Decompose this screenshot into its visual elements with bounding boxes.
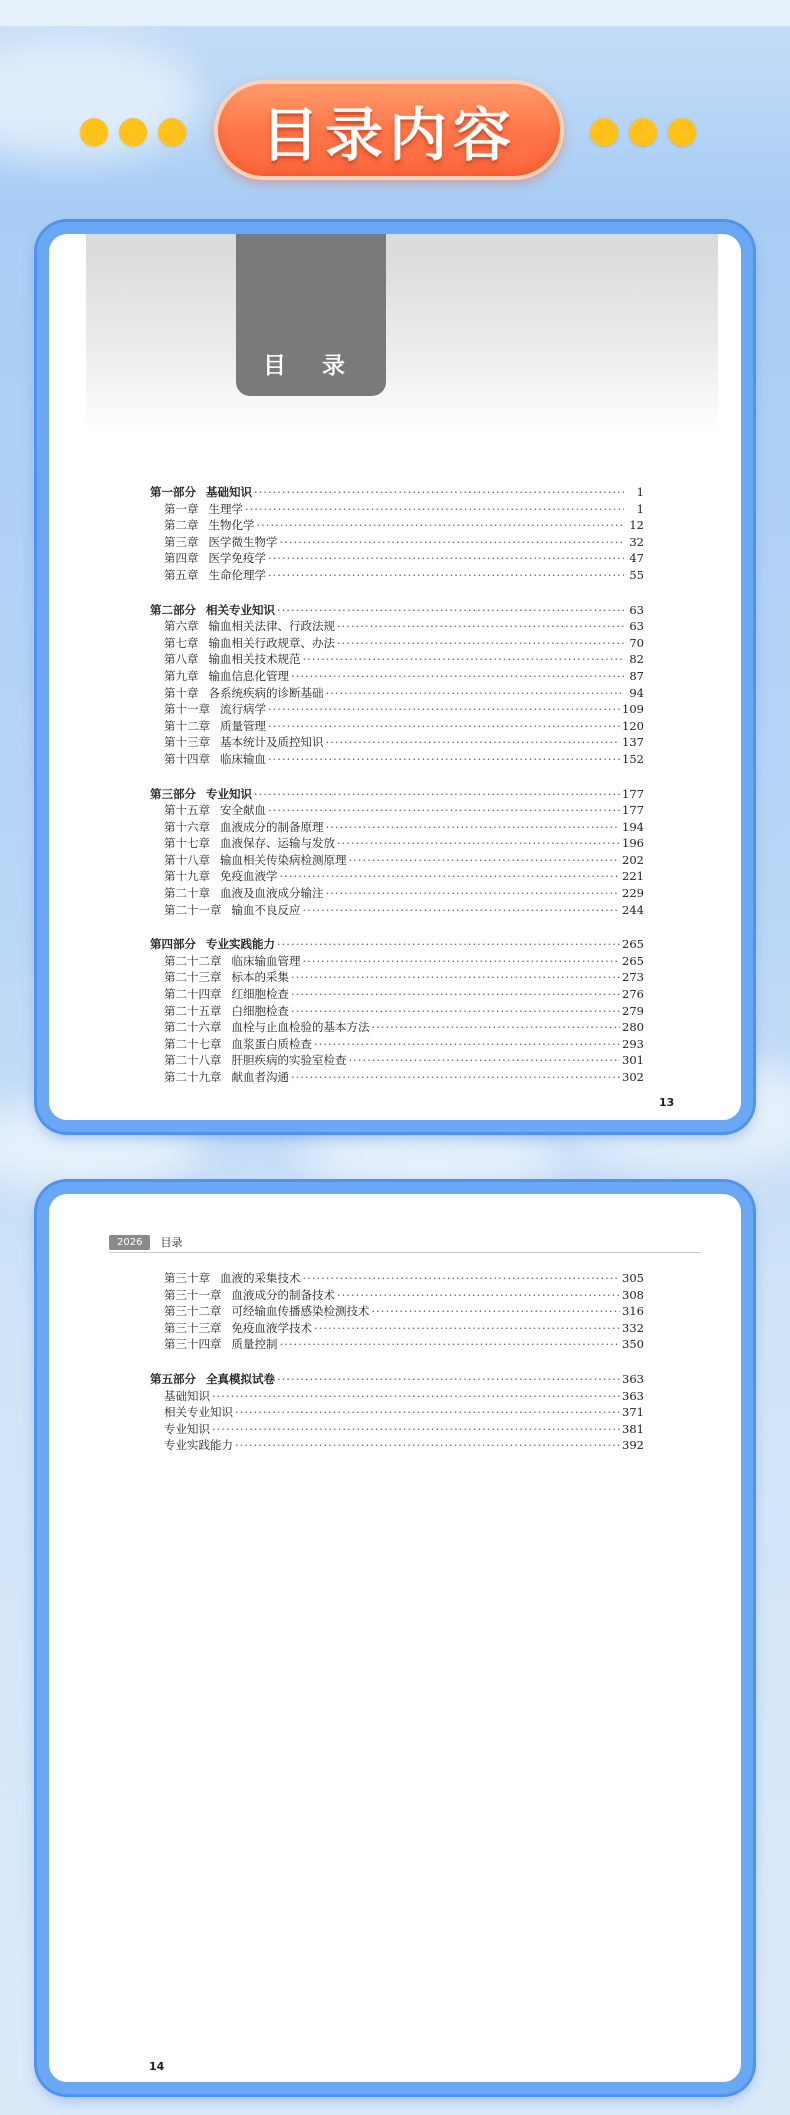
toc-chapter-row bbox=[150, 1421, 644, 1438]
toc-part-row bbox=[150, 786, 644, 803]
dot-leader bbox=[235, 1437, 620, 1454]
dot-leader bbox=[291, 969, 620, 986]
toc-chapter-row bbox=[150, 986, 644, 1003]
dot-leader bbox=[326, 734, 621, 751]
toc-gap bbox=[150, 1353, 644, 1371]
toc-chapter-row bbox=[150, 953, 644, 970]
toc-chapter-row bbox=[150, 751, 644, 768]
toc-page-13 bbox=[37, 222, 753, 1132]
toc-page-number: 244 bbox=[622, 902, 644, 917]
dot-leader bbox=[291, 668, 624, 685]
toc-chapter-row bbox=[150, 1036, 644, 1053]
dot-leader bbox=[268, 718, 620, 735]
toc-entry-title: 临床输血 bbox=[220, 751, 266, 766]
toc-entry-title: 医学微生物学 bbox=[208, 534, 278, 549]
banner-header bbox=[0, 80, 790, 184]
title-pill bbox=[214, 80, 564, 180]
toc-entry-title: 免疫血液学 bbox=[220, 869, 278, 884]
toc-entry-title: 可经输血传播感染检测技术 bbox=[231, 1304, 370, 1319]
dot-leader bbox=[280, 534, 625, 551]
dot-leader bbox=[280, 868, 621, 885]
dot-icon bbox=[158, 118, 186, 146]
toc-chapter-number: 第十六章 bbox=[164, 819, 210, 834]
dot-leader bbox=[268, 567, 624, 584]
toc-page-number: 1 bbox=[636, 501, 644, 516]
dot-leader bbox=[257, 517, 625, 534]
toc-entry-title: 专业实践能力 bbox=[164, 1438, 233, 1453]
toc-part-row bbox=[150, 484, 644, 501]
toc-entry-title: 生物化学 bbox=[208, 518, 255, 533]
toc-chapter-number: 第五部分 bbox=[150, 1371, 196, 1386]
dot-leader bbox=[235, 1404, 620, 1421]
toc-entry-title: 流行病学 bbox=[220, 702, 266, 717]
toc-chapter-row bbox=[150, 685, 644, 702]
dot-leader bbox=[212, 1421, 620, 1438]
toc-page-14 bbox=[37, 1182, 753, 2094]
toc-chapter-row bbox=[150, 1336, 644, 1353]
toc-chapter-number: 第一章 bbox=[164, 501, 199, 516]
toc-entry-title: 免疫血液学技术 bbox=[231, 1320, 312, 1335]
toc-chapter-number: 第三十二章 bbox=[164, 1304, 222, 1319]
toc-chapter-row bbox=[150, 1320, 644, 1337]
toc-entry-title: 生命伦理学 bbox=[208, 567, 266, 582]
toc-entry-title: 相关专业知识 bbox=[164, 1405, 233, 1420]
dot-leader bbox=[303, 953, 621, 970]
toc-page-number: 350 bbox=[622, 1337, 644, 1352]
toc-chapter-number: 第二十四章 bbox=[164, 987, 222, 1002]
dot-leader bbox=[372, 1019, 621, 1036]
toc-page-number: 63 bbox=[629, 619, 644, 634]
toc-chapter-row bbox=[150, 501, 644, 518]
toc-chapter-row bbox=[150, 517, 644, 534]
toc-entry-title: 输血信息化管理 bbox=[208, 668, 289, 683]
toc-page-number: 120 bbox=[622, 718, 644, 733]
toc-page-number: 381 bbox=[622, 1421, 644, 1436]
toc-list bbox=[150, 484, 644, 1086]
dot-leader bbox=[268, 802, 620, 819]
toc-page-number: 273 bbox=[622, 970, 644, 985]
running-head-label: 目录 bbox=[160, 1236, 183, 1249]
toc-gap bbox=[150, 918, 644, 936]
toc-entry-title: 血液及血液成分输注 bbox=[220, 886, 324, 901]
toc-chapter-row bbox=[150, 550, 644, 567]
toc-chapter-number: 第十章 bbox=[164, 685, 199, 700]
toc-page-number: 293 bbox=[622, 1036, 644, 1051]
toc-entry-title: 基本统计及质控知识 bbox=[220, 735, 324, 750]
dot-leader bbox=[212, 1388, 620, 1405]
toc-entry-title: 血液保存、运输与发放 bbox=[220, 836, 335, 851]
toc-chapter-number: 第九章 bbox=[164, 668, 199, 683]
toc-chapter-number: 第八章 bbox=[164, 652, 199, 667]
page-number: 14 bbox=[149, 2060, 165, 2073]
toc-chapter-row bbox=[150, 902, 644, 919]
toc-chapter-row bbox=[150, 668, 644, 685]
page-header-band bbox=[86, 234, 718, 434]
toc-page-number: 279 bbox=[622, 1003, 644, 1018]
toc-entry-title: 临床输血管理 bbox=[231, 953, 301, 968]
toc-chapter-row bbox=[150, 567, 644, 584]
toc-chapter-row bbox=[150, 1303, 644, 1320]
toc-page-number: 221 bbox=[622, 869, 644, 884]
running-head-rule bbox=[109, 1252, 701, 1253]
toc-entry-title: 生理学 bbox=[208, 501, 243, 516]
toc-list bbox=[150, 1270, 644, 1454]
toc-chapter-row bbox=[150, 1437, 644, 1454]
toc-chapter-number: 第六章 bbox=[164, 619, 199, 634]
toc-page-number: 265 bbox=[622, 937, 644, 952]
toc-entry-title: 血浆蛋白质检查 bbox=[231, 1036, 312, 1051]
toc-entry-title: 相关专业知识 bbox=[206, 602, 275, 617]
toc-page-number: 202 bbox=[622, 852, 644, 867]
dot-leader bbox=[349, 852, 621, 869]
toc-chapter-number: 第二十六章 bbox=[164, 1020, 222, 1035]
dot-leader bbox=[254, 484, 624, 501]
toc-page-number: 305 bbox=[622, 1271, 644, 1285]
toc-page-number: 194 bbox=[622, 819, 644, 834]
dot-leader bbox=[277, 602, 624, 619]
toc-entry-title: 输血相关行政规章、办法 bbox=[208, 635, 335, 650]
toc-chapter-number: 第三十一章 bbox=[164, 1287, 222, 1302]
toc-entry-title: 医学免疫学 bbox=[208, 551, 266, 566]
toc-page-number: 109 bbox=[622, 702, 644, 717]
dot-leader bbox=[349, 1052, 621, 1069]
dot-leader bbox=[372, 1303, 621, 1320]
dot-leader bbox=[337, 835, 620, 852]
toc-page-number: 137 bbox=[622, 735, 644, 750]
toc-page-number: 332 bbox=[622, 1320, 644, 1335]
toc-chapter-row bbox=[150, 718, 644, 735]
toc-chapter-number: 第五章 bbox=[164, 567, 199, 582]
toc-chapter-row bbox=[150, 1287, 644, 1304]
dot-leader bbox=[277, 1371, 620, 1388]
toc-page-number: 265 bbox=[622, 953, 644, 968]
top-strip bbox=[0, 0, 790, 26]
toc-entry-title: 专业知识 bbox=[206, 786, 252, 801]
toc-chapter-number: 第二十八章 bbox=[164, 1053, 222, 1068]
toc-page-number: 301 bbox=[622, 1053, 644, 1068]
toc-chapter-row bbox=[150, 651, 644, 668]
toc-entry-title: 血液成分的制备原理 bbox=[220, 819, 324, 834]
toc-entry-title: 血液成分的制备技术 bbox=[231, 1287, 335, 1302]
dot-leader bbox=[337, 618, 624, 635]
toc-chapter-row bbox=[150, 1404, 644, 1421]
toc-part-row bbox=[150, 1371, 644, 1388]
dot-leader bbox=[326, 819, 621, 836]
toc-chapter-number: 第十四章 bbox=[164, 751, 210, 766]
toc-page-number: 12 bbox=[629, 518, 644, 533]
dot-leader bbox=[326, 885, 621, 902]
toc-entry-title: 红细胞检查 bbox=[231, 987, 289, 1002]
toc-page-number: 392 bbox=[622, 1438, 644, 1453]
toc-entry-title: 基础知识 bbox=[206, 485, 252, 499]
toc-page-number: 229 bbox=[622, 886, 644, 901]
toc-part-row bbox=[150, 602, 644, 619]
toc-page-number: 87 bbox=[629, 668, 644, 683]
toc-chapter-number: 第二部分 bbox=[150, 602, 196, 617]
right-dots bbox=[590, 118, 696, 146]
dot-leader bbox=[314, 1036, 620, 1053]
toc-chapter-row bbox=[150, 852, 644, 869]
toc-chapter-number: 第二十一章 bbox=[164, 902, 222, 917]
toc-entry-title: 专业实践能力 bbox=[206, 937, 275, 952]
toc-chapter-row bbox=[150, 802, 644, 819]
toc-entry-title: 输血不良反应 bbox=[231, 902, 301, 917]
toc-chapter-row bbox=[150, 1069, 644, 1086]
toc-chapter-row bbox=[150, 1388, 644, 1405]
toc-chapter-number: 第三十三章 bbox=[164, 1320, 222, 1335]
toc-chapter-number: 第三十章 bbox=[164, 1271, 210, 1285]
toc-chapter-number: 第二十七章 bbox=[164, 1036, 222, 1051]
toc-page-number: 276 bbox=[622, 987, 644, 1002]
year-badge: 2026 bbox=[109, 1235, 150, 1250]
toc-entry-title: 各系统疾病的诊断基础 bbox=[208, 685, 324, 700]
dot-leader bbox=[254, 786, 620, 803]
dot-leader bbox=[268, 751, 620, 768]
toc-page-number: 32 bbox=[629, 534, 644, 549]
dot-icon bbox=[590, 118, 618, 146]
toc-chapter-row bbox=[150, 734, 644, 751]
toc-chapter-number: 第二十九章 bbox=[164, 1070, 222, 1084]
toc-chapter-row bbox=[150, 835, 644, 852]
toc-entry-title: 质量控制 bbox=[231, 1337, 278, 1352]
toc-chapter-number: 第四章 bbox=[164, 551, 199, 566]
dot-leader bbox=[303, 651, 625, 668]
toc-chapter-row bbox=[150, 1052, 644, 1069]
dot-leader bbox=[314, 1320, 620, 1337]
toc-entry-title: 血栓与止血检验的基本方法 bbox=[231, 1020, 370, 1035]
toc-entry-title: 输血相关法律、行政法规 bbox=[208, 619, 335, 634]
toc-chapter-row bbox=[150, 701, 644, 718]
toc-page-number: 82 bbox=[629, 652, 644, 667]
dot-icon bbox=[119, 118, 147, 146]
dot-icon bbox=[668, 118, 696, 146]
toc-page-number: 1 bbox=[636, 485, 644, 499]
toc-gap bbox=[150, 584, 644, 602]
dot-icon bbox=[629, 118, 657, 146]
toc-page-number: 308 bbox=[622, 1287, 644, 1302]
dot-leader bbox=[303, 1270, 621, 1287]
toc-page-number: 280 bbox=[622, 1020, 644, 1035]
toc-entry-title: 标本的采集 bbox=[231, 970, 289, 985]
dot-icon bbox=[80, 118, 108, 146]
toc-page-number: 363 bbox=[622, 1371, 644, 1386]
toc-chapter-number: 第三部分 bbox=[150, 786, 196, 801]
toc-entry-title: 血液的采集技术 bbox=[220, 1271, 301, 1285]
dot-leader bbox=[268, 550, 624, 567]
toc-chapter-number: 第四部分 bbox=[150, 937, 196, 952]
toc-chapter-number: 第三十四章 bbox=[164, 1337, 222, 1352]
dot-leader bbox=[291, 1069, 620, 1086]
toc-chapter-number: 第二十章 bbox=[164, 886, 210, 901]
toc-page-number: 152 bbox=[622, 751, 644, 766]
toc-chapter-number: 第二十五章 bbox=[164, 1003, 222, 1018]
toc-page-number: 177 bbox=[622, 803, 644, 818]
dot-leader bbox=[280, 1336, 621, 1353]
toc-gap bbox=[150, 768, 644, 786]
dot-leader bbox=[337, 1287, 620, 1304]
dot-leader bbox=[277, 936, 620, 953]
dot-leader bbox=[337, 635, 624, 652]
toc-entry-title: 专业知识 bbox=[164, 1421, 210, 1436]
toc-chapter-row bbox=[150, 885, 644, 902]
toc-entry-title: 输血相关传染病检测原理 bbox=[220, 852, 347, 867]
toc-entry-title: 全真模拟试卷 bbox=[206, 1371, 275, 1386]
toc-chapter-number: 第十八章 bbox=[164, 852, 210, 867]
toc-page-number: 94 bbox=[629, 685, 644, 700]
toc-chapter-number: 第十三章 bbox=[164, 735, 210, 750]
toc-page-number: 63 bbox=[629, 602, 644, 617]
toc-chapter-number: 第十五章 bbox=[164, 803, 210, 818]
toc-entry-title: 白细胞检查 bbox=[231, 1003, 289, 1018]
toc-entry-title: 基础知识 bbox=[164, 1388, 210, 1403]
toc-chapter-number: 第十二章 bbox=[164, 718, 210, 733]
toc-page-number: 316 bbox=[622, 1304, 644, 1319]
toc-chapter-number: 第十七章 bbox=[164, 836, 210, 851]
toc-chapter-row bbox=[150, 868, 644, 885]
toc-chapter-number: 第七章 bbox=[164, 635, 199, 650]
toc-page-number: 196 bbox=[622, 836, 644, 851]
toc-chapter-number: 第三章 bbox=[164, 534, 199, 549]
toc-chapter-row bbox=[150, 819, 644, 836]
toc-chapter-number: 第十九章 bbox=[164, 869, 210, 884]
toc-page-number: 302 bbox=[622, 1070, 644, 1084]
dot-leader bbox=[291, 986, 620, 1003]
toc-chapter-number: 第十一章 bbox=[164, 702, 210, 717]
toc-chapter-number: 第一部分 bbox=[150, 485, 196, 499]
page-number: 13 bbox=[659, 1096, 675, 1109]
dot-leader bbox=[268, 701, 620, 718]
toc-chapter-row bbox=[150, 534, 644, 551]
dot-leader bbox=[303, 902, 621, 919]
toc-chapter-row bbox=[150, 635, 644, 652]
toc-entry-title: 献血者沟通 bbox=[231, 1070, 289, 1084]
dot-leader bbox=[291, 1003, 620, 1020]
mulu-tab-label: 目 录 bbox=[262, 353, 359, 379]
toc-entry-title: 肝胆疾病的实验室检查 bbox=[231, 1053, 347, 1068]
toc-entry-title: 安全献血 bbox=[220, 803, 266, 818]
toc-chapter-number: 第二章 bbox=[164, 518, 199, 533]
toc-entry-title: 质量管理 bbox=[220, 718, 266, 733]
running-head bbox=[109, 1234, 182, 1250]
mulu-tab bbox=[236, 234, 386, 396]
toc-page-number: 55 bbox=[629, 567, 644, 582]
toc-part-row bbox=[150, 936, 644, 953]
toc-page-number: 70 bbox=[629, 635, 644, 650]
toc-chapter-row bbox=[150, 1003, 644, 1020]
toc-page-number: 363 bbox=[622, 1388, 644, 1403]
toc-chapter-number: 第二十三章 bbox=[164, 970, 222, 985]
toc-chapter-row bbox=[150, 1019, 644, 1036]
toc-chapter-number: 第二十二章 bbox=[164, 953, 222, 968]
toc-chapter-row bbox=[150, 969, 644, 986]
banner-title: 目录内容 bbox=[260, 101, 517, 169]
toc-page-number: 47 bbox=[629, 551, 644, 566]
toc-page-number: 177 bbox=[622, 786, 644, 801]
toc-chapter-row bbox=[150, 618, 644, 635]
dot-leader bbox=[245, 501, 624, 518]
left-dots bbox=[80, 118, 186, 146]
toc-chapter-row bbox=[150, 1270, 644, 1287]
toc-entry-title: 输血相关技术规范 bbox=[208, 652, 301, 667]
toc-page-number: 371 bbox=[622, 1405, 644, 1420]
dot-leader bbox=[326, 685, 625, 702]
